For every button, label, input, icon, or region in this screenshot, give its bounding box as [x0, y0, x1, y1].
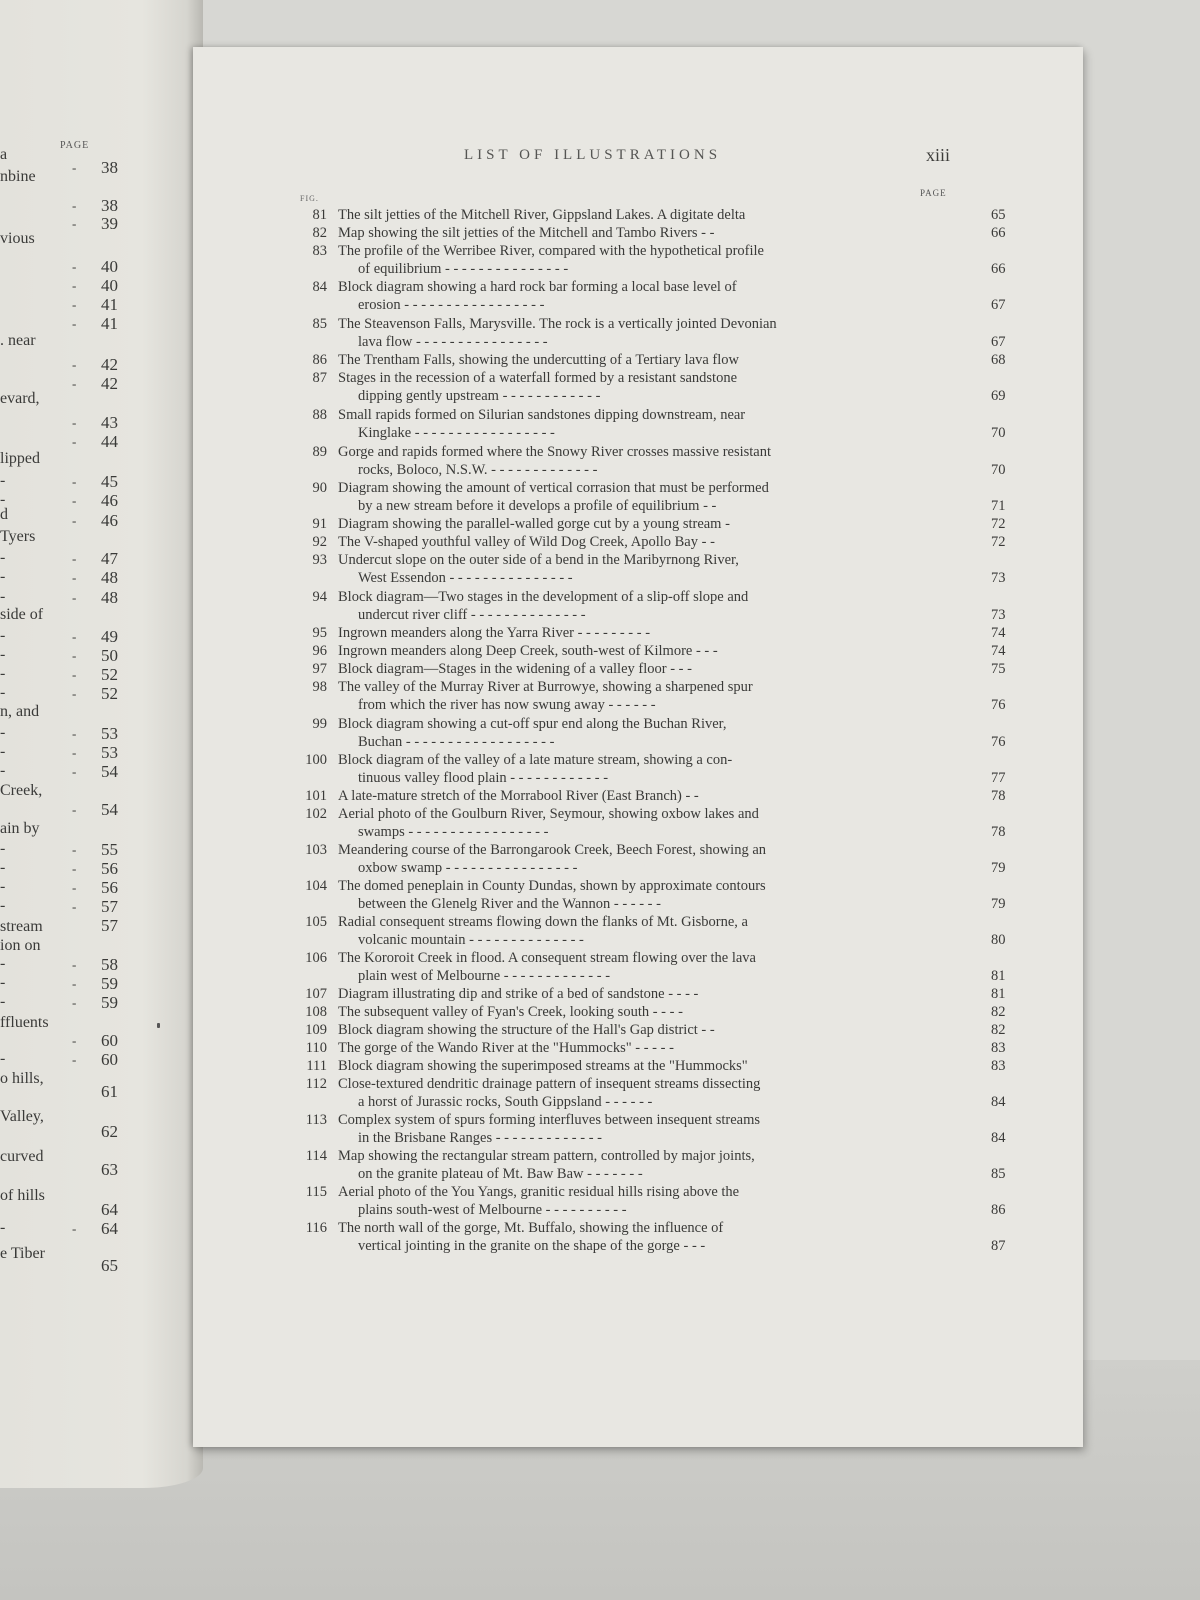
left-page-page-number: 58 [101, 955, 118, 974]
left-page-leader-dash: - [72, 995, 77, 1010]
figure-caption [338, 787, 978, 805]
left-page-page-number: 64 [101, 1200, 118, 1219]
left-page-leader-dash: - [72, 198, 77, 213]
figure-number: 83 [312, 243, 327, 259]
left-page-text-fragment: . near [0, 332, 36, 349]
left-page-leader-dash: - [72, 376, 77, 391]
left-page-leader-dash: - [72, 726, 77, 741]
caption-line: lava flow - - - - - - - - - - - - - - - - [358, 334, 548, 350]
figure-page-number: 74 [991, 643, 1006, 659]
figure-number: 95 [312, 625, 327, 641]
figure-page-number: 68 [991, 352, 1006, 368]
figure-page-number: 82 [991, 1022, 1006, 1038]
figure-page-number: 84 [991, 1094, 1006, 1110]
caption-line: Radial consequent streams flowing down the flanks of Mt. Gisborne, a [338, 914, 748, 930]
figure-page-number: 67 [991, 334, 1006, 350]
left-page-page-number: 41 [101, 314, 118, 333]
figure-number: 111 [306, 1058, 327, 1074]
figure-caption [338, 406, 978, 442]
caption-line: Ingrown meanders along Deep Creek, south-west of Kilmore - - - [338, 643, 718, 659]
left-page-text-fragment: side of [0, 606, 44, 623]
left-page-page-number: 52 [101, 665, 118, 684]
caption-line: Block diagram showing a cut-off spur end along the Buchan River, [338, 716, 727, 732]
figure-number: 91 [312, 516, 327, 532]
left-page-leader-dash: - [72, 590, 77, 605]
figure-number: 113 [305, 1112, 327, 1128]
caption-line: The silt jetties of the Mitchell River, Gippsland Lakes. A digitate delta [338, 207, 746, 223]
caption-line: Aerial photo of the You Yangs, granitic residual hills rising above the [338, 1184, 740, 1200]
left-page-text-fragment: - [0, 568, 6, 585]
caption-line: tinuous valley flood plain - - - - - - - - - - - - [358, 770, 609, 786]
left-page-text-fragment: - [0, 665, 6, 682]
figure-caption [338, 877, 978, 913]
left-page-page-number: 62 [101, 1122, 118, 1141]
caption-line: volcanic mountain - - - - - - - - - - - - - - [358, 932, 584, 948]
figure-number: 98 [312, 679, 327, 695]
left-page-text-fragment: - [0, 762, 6, 779]
left-page-text-fragment: - [0, 588, 6, 605]
page-column-heading: PAGE [920, 188, 947, 198]
left-page-leader-dash: - [72, 957, 77, 972]
figure-page-number: 79 [991, 860, 1006, 876]
left-page-page-number: 54 [101, 800, 118, 819]
caption-line: Close-textured dendritic drainage pattern of insequent streams dissecting [338, 1076, 761, 1092]
figure-caption [338, 642, 978, 660]
figure-number: 116 [305, 1220, 327, 1236]
left-page-leader-dash: - [72, 802, 77, 817]
caption-line: by a new stream before it develops a profile of equilibrium - - [358, 498, 717, 514]
figure-page-number: 82 [991, 1004, 1006, 1020]
figure-caption [338, 351, 978, 369]
left-page-page-number: 61 [101, 1082, 118, 1101]
left-page-heading: PAGE [60, 140, 90, 151]
figure-caption [338, 479, 978, 515]
left-page-leader-dash: - [72, 899, 77, 914]
caption-line: Block diagram of the valley of a late mature stream, showing a con- [338, 752, 733, 768]
caption-line: A late-mature stretch of the Morrabool River (East Branch) - - [338, 788, 699, 804]
figure-page-number: 77 [991, 770, 1006, 786]
caption-line: Map showing the rectangular stream pattern, controlled by major joints, [338, 1148, 755, 1164]
fig-column-heading: FIG. [300, 194, 319, 203]
figure-number: 99 [312, 716, 327, 732]
left-page-leader-dash: - [72, 976, 77, 991]
figure-number: 100 [305, 752, 327, 768]
left-page-leader-dash: - [72, 415, 77, 430]
figure-caption [338, 588, 978, 624]
figure-page-number: 73 [991, 570, 1006, 586]
figure-page-number: 74 [991, 625, 1006, 641]
figure-number: 97 [312, 661, 327, 677]
caption-line: Map showing the silt jetties of the Mitchell and Tambo Rivers - - [338, 225, 715, 241]
figure-page-number: 86 [991, 1202, 1006, 1218]
figure-number: 103 [305, 842, 327, 858]
figure-caption [338, 751, 978, 787]
figure-page-number: 81 [991, 986, 1006, 1002]
left-page-leader-dash: - [72, 513, 77, 528]
figure-caption [338, 278, 978, 314]
caption-line: erosion - - - - - - - - - - - - - - - - - [358, 297, 545, 313]
figure-page-number: 72 [991, 516, 1006, 532]
left-page-leader-dash: - [72, 259, 77, 274]
caption-line: The subsequent valley of Fyan's Creek, looking south - - - - [338, 1004, 683, 1020]
left-page-leader-dash: - [72, 216, 77, 231]
left-page-text-fragment: - [0, 1050, 6, 1067]
left-page-text-fragment: lipped [0, 450, 40, 467]
left-page-leader-dash: - [72, 648, 77, 663]
caption-line: plains south-west of Melbourne - - - - - - - - - - [358, 1202, 627, 1218]
left-page-page-number: 40 [101, 257, 118, 276]
figure-caption [338, 1057, 978, 1075]
figure-caption [338, 678, 978, 714]
figure-page-number: 85 [991, 1166, 1006, 1182]
figure-page-number: 78 [991, 824, 1006, 840]
figure-caption [338, 949, 978, 985]
figure-page-number: 83 [991, 1040, 1006, 1056]
caption-line: swamps - - - - - - - - - - - - - - - - - [358, 824, 549, 840]
figure-number: 108 [305, 1004, 327, 1020]
caption-line: Diagram showing the amount of vertical corrasion that must be performed [338, 480, 769, 496]
left-page-leader-dash: - [72, 570, 77, 585]
left-page-leader-dash: - [72, 316, 77, 331]
left-page-text-fragment: - [0, 646, 6, 663]
left-page-leader-dash: - [72, 686, 77, 701]
figure-page-number: 70 [991, 462, 1006, 478]
caption-line: The domed peneplain in County Dundas, shown by approximate contours [338, 878, 766, 894]
figure-number: 105 [305, 914, 327, 930]
left-page-page-number: 65 [101, 1256, 118, 1275]
caption-line: Kinglake - - - - - - - - - - - - - - - - - [358, 425, 555, 441]
figure-number: 106 [305, 950, 327, 966]
figure-page-number: 75 [991, 661, 1006, 677]
left-page-page-number: 52 [101, 684, 118, 703]
left-page-text-fragment: Tyers [0, 528, 36, 545]
left-page-text-fragment: - [0, 840, 6, 857]
left-page-leader-dash: - [72, 278, 77, 293]
figure-number: 101 [305, 788, 327, 804]
caption-line: The gorge of the Wando River at the "Hummocks" - - - - - [338, 1040, 674, 1056]
caption-line: from which the river has now swung away - - - - - - [358, 697, 656, 713]
figure-page-number: 65 [991, 207, 1006, 223]
left-page-text-fragment: - [0, 724, 6, 741]
caption-line: Stages in the recession of a waterfall formed by a resistant sandstone [338, 370, 738, 386]
figure-caption [338, 1219, 978, 1255]
figure-page-number: 76 [991, 697, 1006, 713]
figure-caption [338, 369, 978, 405]
left-page-text-fragment: e Tiber [0, 1245, 45, 1262]
figure-number: 81 [312, 207, 327, 223]
left-page-text-fragment: d [0, 506, 8, 523]
caption-line: Block diagram showing a hard rock bar forming a local base level of [338, 279, 737, 295]
left-page-text-fragment: curved [0, 1148, 44, 1165]
left-page-text-fragment: evard, [0, 390, 40, 407]
left-page-leader-dash: - [72, 880, 77, 895]
caption-line: Diagram illustrating dip and strike of a bed of sandstone - - - - [338, 986, 699, 1002]
figure-page-number: 72 [991, 534, 1006, 550]
left-page-page-number: 57 [101, 916, 118, 935]
left-page-text-fragment: - [0, 974, 6, 991]
figure-page-number: 69 [991, 388, 1006, 404]
caption-line: The V-shaped youthful valley of Wild Dog Creek, Apollo Bay - - [338, 534, 715, 550]
caption-line: in the Brisbane Ranges - - - - - - - - - - - - - [358, 1130, 602, 1146]
figure-number: 87 [312, 370, 327, 386]
left-page-text-fragment: - [0, 627, 6, 644]
caption-line: on the granite plateau of Mt. Baw Baw - - - - - - - [358, 1166, 643, 1182]
figure-caption [338, 242, 978, 278]
left-page-text-fragment: of hills [0, 1187, 45, 1204]
caption-line: Gorge and rapids formed where the Snowy River crosses massive resistant [338, 444, 772, 460]
figure-number: 110 [305, 1040, 327, 1056]
left-page-page-number: 54 [101, 762, 118, 781]
figure-number: 88 [312, 407, 327, 423]
left-page-text-fragment: ain by [0, 820, 40, 837]
left-page-page-number: 38 [101, 158, 118, 177]
figure-number: 114 [305, 1148, 327, 1164]
left-page-page-number: 45 [101, 472, 118, 491]
left-page-text-fragment: - [0, 549, 6, 566]
figure-caption [338, 913, 978, 949]
figure-page-number: 73 [991, 607, 1006, 623]
left-page-page-number: 43 [101, 413, 118, 432]
caption-line: The north wall of the gorge, Mt. Buffalo, showing the influence of [338, 1220, 724, 1236]
figure-page-number: 80 [991, 932, 1006, 948]
left-page-text-fragment: vious [0, 230, 35, 247]
figure-page-number: 78 [991, 788, 1006, 804]
left-page-page-number: 64 [101, 1219, 118, 1238]
left-page-page-number: 59 [101, 974, 118, 993]
caption-line: The Steavenson Falls, Marysville. The rock is a vertically jointed Devonian [338, 316, 777, 332]
figure-number: 102 [305, 806, 327, 822]
left-page-text-fragment: stream [0, 918, 43, 935]
left-page-page-number: 56 [101, 859, 118, 878]
figure-page-number: 71 [991, 498, 1006, 514]
left-page-page-number: 53 [101, 743, 118, 762]
figure-page-number: 70 [991, 425, 1006, 441]
figure-caption [338, 1003, 978, 1021]
figure-number: 115 [305, 1184, 327, 1200]
figure-caption [338, 1021, 978, 1039]
figure-caption [338, 551, 978, 587]
left-page-leader-dash: - [72, 764, 77, 779]
left-page-leader-dash: - [72, 493, 77, 508]
figure-caption [338, 805, 978, 841]
left-page-leader-dash: - [72, 160, 77, 175]
left-page-text-fragment: o hills, [0, 1070, 44, 1087]
figure-caption [338, 1075, 978, 1111]
left-page-leader-dash: - [72, 861, 77, 876]
figure-caption [338, 1039, 978, 1057]
ink-speck [157, 1023, 160, 1028]
figure-number: 89 [312, 444, 327, 460]
figure-number: 92 [312, 534, 327, 550]
left-page-text-fragment: - [0, 955, 6, 972]
left-page-leader-dash: - [72, 357, 77, 372]
left-page-page-number: 60 [101, 1050, 118, 1069]
left-page-leader-dash: - [72, 667, 77, 682]
left-page-text-fragment: - [0, 743, 6, 760]
figure-number: 86 [312, 352, 327, 368]
left-page-leader-dash: - [72, 745, 77, 760]
left-page-page-number: 44 [101, 432, 118, 451]
running-head: LIST OF ILLUSTRATIONS [464, 147, 722, 163]
left-page-page-number: 56 [101, 878, 118, 897]
figure-number: 109 [305, 1022, 327, 1038]
figure-number: 90 [312, 480, 327, 496]
left-page-leader-dash: - [72, 842, 77, 857]
figure-caption [338, 443, 978, 479]
left-page-text-fragment: a [0, 146, 8, 163]
left-page-leader-dash: - [72, 1221, 77, 1236]
caption-line: The profile of the Werribee River, compared with the hypothetical profile [338, 243, 764, 259]
figure-caption [338, 1147, 978, 1183]
left-page-page-number: 42 [101, 374, 118, 393]
figure-number: 85 [312, 316, 327, 332]
figure-caption [338, 1183, 978, 1219]
left-page [0, 0, 203, 1488]
caption-line: Meandering course of the Barrongarook Creek, Beech Forest, showing an [338, 842, 767, 858]
figure-number: 93 [312, 552, 327, 568]
left-page-text-fragment: Valley, [0, 1108, 44, 1125]
figure-caption [338, 715, 978, 751]
figure-caption [338, 985, 978, 1003]
left-page-page-number: 50 [101, 646, 118, 665]
caption-line: West Essendon - - - - - - - - - - - - - - - [358, 570, 573, 586]
left-page-page-number: 46 [101, 511, 118, 530]
left-page-page-number: 57 [101, 897, 118, 916]
figure-page-number: 87 [991, 1238, 1006, 1254]
figure-number: 104 [305, 878, 327, 894]
caption-line: Buchan - - - - - - - - - - - - - - - - - - [358, 734, 555, 750]
left-page-page-number: 48 [101, 568, 118, 587]
figure-page-number: 84 [991, 1130, 1006, 1146]
left-page-text-fragment: nbine [0, 168, 36, 185]
left-page-page-number: 47 [101, 549, 118, 568]
left-page-page-number: 60 [101, 1031, 118, 1050]
figure-page-number: 81 [991, 968, 1006, 984]
left-page-text-fragment: - [0, 1219, 6, 1236]
left-page-page-number: 53 [101, 724, 118, 743]
figure-caption [338, 624, 978, 642]
left-page-leader-dash: - [72, 297, 77, 312]
figure-page-number: 79 [991, 896, 1006, 912]
caption-line: Aerial photo of the Goulburn River, Seymour, showing oxbow lakes and [338, 806, 759, 822]
figure-number: 112 [305, 1076, 327, 1092]
figure-caption [338, 206, 978, 224]
figure-number: 84 [312, 279, 327, 295]
caption-line: The Trentham Falls, showing the undercutting of a Tertiary lava flow [338, 352, 740, 368]
left-page-text-fragment: - [0, 491, 6, 508]
caption-line: of equilibrium - - - - - - - - - - - - - - - [358, 261, 569, 277]
left-page-leader-dash: - [72, 474, 77, 489]
figure-page-number: 67 [991, 297, 1006, 313]
left-page-leader-dash: - [72, 434, 77, 449]
left-page-page-number: 40 [101, 276, 118, 295]
caption-line: Complex system of spurs forming interfluves between insequent streams [338, 1112, 761, 1128]
left-page-leader-dash: - [72, 629, 77, 644]
figure-caption [338, 224, 978, 242]
figure-caption [338, 515, 978, 533]
caption-line: Block diagram showing the structure of the Hall's Gap district - - [338, 1022, 715, 1038]
left-page-text-fragment: Creek, [0, 782, 43, 799]
figure-number: 107 [305, 986, 327, 1002]
left-page-page-number: 55 [101, 840, 118, 859]
left-page-text-fragment: ffluents [0, 1014, 49, 1031]
left-page-leader-dash: - [72, 1033, 77, 1048]
left-page-leader-dash: - [72, 1052, 77, 1067]
figure-caption [338, 660, 978, 678]
left-page-text-fragment: - [0, 472, 6, 489]
left-page-page-number: 41 [101, 295, 118, 314]
figure-number: 82 [312, 225, 327, 241]
left-page-text-fragment: - [0, 993, 6, 1010]
figure-page-number: 66 [991, 225, 1006, 241]
page-number: xiii [926, 145, 951, 165]
left-page-page-number: 38 [101, 196, 118, 215]
caption-line: Ingrown meanders along the Yarra River - - - - - - - - - [338, 625, 651, 641]
caption-line: oxbow swamp - - - - - - - - - - - - - - - - [358, 860, 578, 876]
figure-caption [338, 841, 978, 877]
figure-page-number: 76 [991, 734, 1006, 750]
caption-line: Undercut slope on the outer side of a bend in the Maribyrnong River, [338, 552, 739, 568]
caption-line: a horst of Jurassic rocks, South Gippsland - - - - - - [358, 1094, 653, 1110]
left-page-page-number: 49 [101, 627, 118, 646]
figure-caption [338, 533, 978, 551]
left-page-text-fragment: - [0, 859, 6, 876]
left-page-page-number: 48 [101, 588, 118, 607]
caption-line: vertical jointing in the granite on the shape of the gorge - - - [358, 1238, 706, 1254]
caption-line: plain west of Melbourne - - - - - - - - - - - - - [358, 968, 611, 984]
figure-page-number: 83 [991, 1058, 1006, 1074]
figure-caption [338, 1111, 978, 1147]
left-page-page-number: 59 [101, 993, 118, 1012]
caption-line: undercut river cliff - - - - - - - - - - - - - - [358, 607, 586, 623]
left-page-leader-dash: - [72, 551, 77, 566]
left-page-text-fragment: - [0, 684, 6, 701]
left-page-page-number: 42 [101, 355, 118, 374]
caption-line: Diagram showing the parallel-walled gorge cut by a young stream - [338, 516, 730, 532]
caption-line: Block diagram—Stages in the widening of a valley floor - - - [338, 661, 692, 677]
caption-line: Block diagram—Two stages in the development of a slip-off slope and [338, 589, 749, 605]
caption-line: dipping gently upstream - - - - - - - - - - - - [358, 388, 601, 404]
left-page-text-fragment: ion on [0, 937, 41, 954]
left-page-text-fragment: - [0, 878, 6, 895]
caption-line: rocks, Boloco, N.S.W. - - - - - - - - - - - - - [358, 462, 598, 478]
figure-caption [338, 315, 978, 351]
left-page-page-number: 46 [101, 491, 118, 510]
right-page [193, 47, 1083, 1447]
left-page-text-fragment: n, and [0, 703, 40, 720]
caption-line: between the Glenelg River and the Wannon - - - - - - [358, 896, 661, 912]
caption-line: The valley of the Murray River at Burrowye, showing a sharpened spur [338, 679, 753, 695]
left-page-page-number: 63 [101, 1160, 118, 1179]
figure-number: 94 [312, 589, 327, 605]
left-page-text-fragment: - [0, 897, 6, 914]
left-page-page-number: 39 [101, 214, 118, 233]
caption-line: Block diagram showing the superimposed streams at the "Hummocks" [338, 1058, 748, 1074]
caption-line: The Kororoit Creek in flood. A consequent stream flowing over the lava [338, 950, 756, 966]
caption-line: Small rapids formed on Silurian sandstones dipping downstream, near [338, 407, 746, 423]
figure-number: 96 [312, 643, 327, 659]
figure-page-number: 66 [991, 261, 1006, 277]
